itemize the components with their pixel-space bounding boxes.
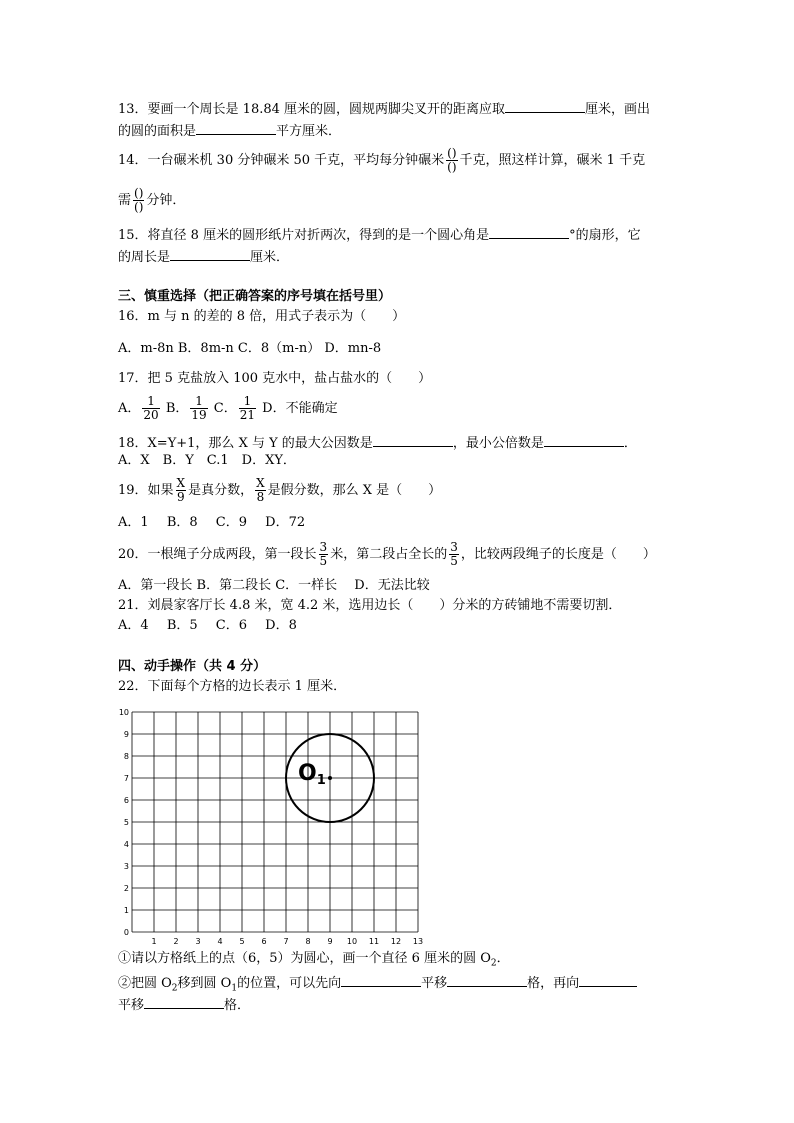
x-tick-label: 8 <box>305 937 311 944</box>
x-tick-label: 10 <box>346 937 358 944</box>
x-tick-label: 9 <box>327 937 333 944</box>
y-tick-label: 6 <box>123 796 129 805</box>
q21-option-b[interactable]: B．5 <box>166 618 198 633</box>
q14-fraction-1[interactable]: $\frac{()}{()}$ <box>447 146 457 174</box>
q15-line1 <box>118 224 641 245</box>
x-tick-label: 6 <box>261 937 267 944</box>
q13-text: 的圆的面积是 <box>118 124 197 139</box>
y-tick-label: 10 <box>118 708 129 717</box>
x-tick-label: 1 <box>151 937 157 944</box>
q16-stem: 16．m 与 n 的差的 8 倍，用式子表示为（ ） <box>118 309 406 324</box>
y-tick-label: 7 <box>123 774 129 783</box>
q13-blank-1[interactable] <box>505 98 585 113</box>
q18-line1 <box>118 432 637 453</box>
grid-lines <box>132 712 418 932</box>
q22-part1 <box>118 950 510 973</box>
q22-subscript: 2 <box>171 983 178 994</box>
q14-line1 <box>118 146 645 176</box>
q19-option-b[interactable]: B．8 <box>166 515 198 530</box>
q14-line2 <box>118 186 185 216</box>
x-tick-label: 2 <box>173 937 179 944</box>
q19-fraction-1: $\frac{X}{9}$ <box>176 476 186 504</box>
q13-text: 13．要画一个周长是 18.84 厘米的圆，圆规两脚尖叉开的距离应取 <box>118 102 506 117</box>
q15-text: 厘米． <box>250 250 290 265</box>
q17-option-c[interactable]: C． <box>213 401 237 416</box>
q22-blank-1[interactable] <box>341 972 421 987</box>
x-axis-tick-labels <box>151 937 423 944</box>
q22-subscript: 2 <box>490 958 497 969</box>
y-axis-tick-labels <box>119 708 129 937</box>
q14-text: 千克，照这样计算，碾米 1 千克 <box>459 153 646 168</box>
q22-text: ②把圆 O <box>118 976 172 991</box>
q13-blank-2[interactable] <box>196 120 276 135</box>
q17-option-b[interactable]: B． <box>165 401 189 416</box>
section-3-heading: 三、慎重选择（把正确答案的序号填在括号里） <box>118 289 392 304</box>
y-tick-label: 3 <box>123 862 129 871</box>
q17-option-a[interactable]: A． <box>118 401 141 416</box>
q14-text: 14．一台碾米机 30 分钟碾米 50 千克，平均每分钟碾米 <box>118 153 445 168</box>
q22-text: ． <box>496 951 510 966</box>
y-tick-label: 9 <box>123 730 129 739</box>
q15-line2 <box>118 246 289 267</box>
q14-text: 分钟． <box>146 193 186 208</box>
q19-fraction-2: $\frac{X}{8}$ <box>256 476 265 504</box>
y-tick-label: 4 <box>123 840 129 849</box>
q18-text: ，最小公倍数是 <box>452 436 544 451</box>
q13-text: 平方厘米． <box>276 124 342 139</box>
y-tick-label: 0 <box>123 928 129 937</box>
q19-options <box>118 514 319 532</box>
q22-subscript: 1 <box>231 983 238 994</box>
q22-blank-3[interactable] <box>579 972 637 987</box>
q22-text: 平移 <box>421 976 448 991</box>
q17-fraction-c: $\frac{1}{21}$ <box>239 394 256 422</box>
q21-option-c[interactable]: C．6 <box>215 618 247 633</box>
q22-stem: 22．下面每个方格的边长表示 1 厘米． <box>118 679 347 694</box>
q21-stem: 21．刘晨家客厅长 4.8 米，宽 4.2 米，选用边长（ ）分米的方砖铺地不需要切割． <box>118 598 622 613</box>
q19-option-c[interactable]: C．9 <box>215 515 247 530</box>
q20-text: 20．一根绳子分成两段，第一段长 <box>118 547 317 562</box>
q18-text: ． <box>623 436 637 451</box>
q15-blank-1[interactable] <box>489 224 569 239</box>
y-tick-label: 8 <box>123 752 129 761</box>
x-tick-label: 12 <box>390 937 402 944</box>
x-tick-label: 7 <box>283 937 289 944</box>
q22-text: 平移 <box>118 998 145 1013</box>
q17-fraction-a: $\frac{1}{20}$ <box>143 394 159 422</box>
q14-fraction-2[interactable]: $\frac{()}{()}$ <box>134 186 144 214</box>
x-tick-label: 5 <box>239 937 245 944</box>
q18-blank-1[interactable] <box>373 432 453 447</box>
q19-text: 19．如果 <box>118 483 174 498</box>
q17-fraction-b: $\frac{1}{19}$ <box>191 394 207 422</box>
q18-text: 18．X=Y+1，那么 X 与 Y 的最大公因数是 <box>118 436 373 451</box>
x-tick-label: 13 <box>412 937 424 944</box>
q20-stem <box>118 538 656 572</box>
q19-stem <box>118 474 441 508</box>
q13-line2 <box>118 120 341 141</box>
q19-option-d[interactable]: D．72 <box>265 515 306 530</box>
q22-text: 格，再向 <box>527 976 580 991</box>
q13-line1 <box>118 98 650 119</box>
q17-stem: 17．把 5 克盐放入 100 克水中，盐占盐水的（ ） <box>118 371 432 386</box>
q13-text: 厘米，画出 <box>585 102 651 117</box>
x-tick-label: 11 <box>368 937 380 944</box>
q20-text: ，比较两段绳子的长度是（ ） <box>460 547 656 562</box>
q17-options <box>118 392 338 426</box>
q22-text: 格． <box>224 998 251 1013</box>
x-tick-label: 4 <box>217 937 223 944</box>
q15-blank-2[interactable] <box>170 246 250 261</box>
circle-o1-label: O1 <box>298 761 326 788</box>
q15-text: 15．将直径 8 厘米的圆形纸片对折两次，得到的是一个圆心角是 <box>118 228 490 243</box>
y-tick-label: 2 <box>123 884 129 893</box>
q20-fraction-2: $\frac{3}{5}$ <box>450 540 458 568</box>
q21-option-d[interactable]: D．8 <box>265 618 297 633</box>
q16-options[interactable]: A．m-8n B．8m-n C．8（m-n） D．mn-8 <box>118 341 382 356</box>
q22-text: ①请以方格纸上的点（6，5）为圆心，画一个直径 6 厘米的圆 O <box>118 951 491 966</box>
q19-text: 是假分数，那么 X 是（ ） <box>267 483 442 498</box>
q21-options <box>118 617 311 635</box>
y-tick-label: 1 <box>123 906 129 915</box>
grid-svg <box>118 704 428 944</box>
q19-text: 是真分数， <box>188 483 254 498</box>
y-tick-label: 5 <box>123 818 129 827</box>
q14-text: 需 <box>118 193 132 208</box>
q15-text: °的扇形，它 <box>569 228 641 243</box>
q17-option-d[interactable]: D．不能确定 <box>262 401 338 416</box>
q22-text: 移到圆 O <box>177 976 232 991</box>
q15-text: 的周长是 <box>118 250 171 265</box>
q22-blank-2[interactable] <box>447 972 527 987</box>
x-tick-label: 3 <box>195 937 201 944</box>
q18-blank-2[interactable] <box>544 432 624 447</box>
q20-text: 米，第二段占全长的 <box>330 547 448 562</box>
q22-text: 的位置，可以先向 <box>237 976 342 991</box>
circle-o1-center-dot <box>328 776 332 780</box>
grid-diagram[interactable] <box>118 704 428 944</box>
q19-option-a[interactable]: A．1 <box>118 515 149 530</box>
q22-blank-4[interactable] <box>144 994 224 1009</box>
q18-options[interactable]: A．X B．Y C.1 D．XY． <box>118 453 296 468</box>
q20-fraction-1: $\frac{3}{5}$ <box>319 540 328 568</box>
q21-option-a[interactable]: A．4 <box>118 618 149 633</box>
q20-options[interactable]: A．第一段长 B．第二段长 C．一样长 D．无法比较 <box>118 578 430 593</box>
section-4-heading: 四、动手操作（共 4 分） <box>118 659 267 674</box>
q22-part3 <box>118 994 250 1015</box>
